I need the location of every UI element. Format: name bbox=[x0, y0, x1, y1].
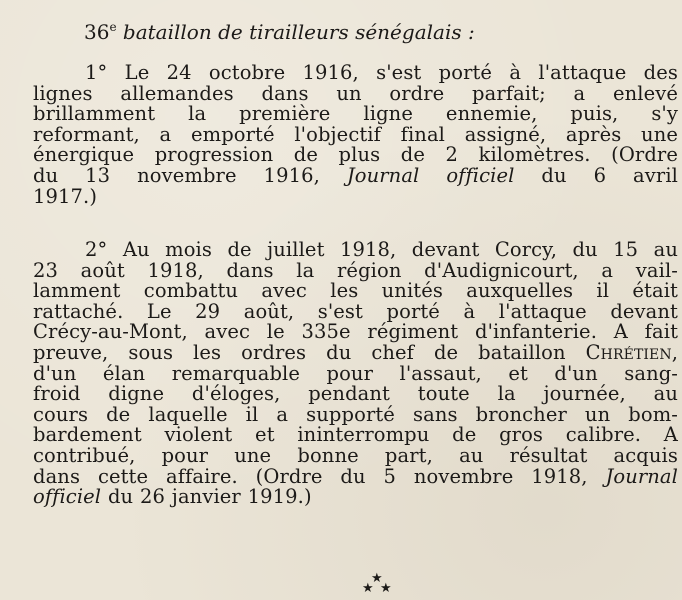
commander-name: Chrétien bbox=[585, 340, 672, 364]
paragraph-line: 1° Le 24 octobre 1916, s'est porté à l'attaque des bbox=[85, 61, 678, 84]
heading-text: bataillon de tirailleurs sénégalais : bbox=[116, 20, 475, 44]
heading-number: 36 bbox=[84, 20, 110, 44]
paragraph-line: reformant, a emporté l'objectif final assigné, après une bbox=[33, 122, 678, 146]
paragraph-line: froid digne d'éloges, pendant toute la journée, au bbox=[33, 382, 678, 406]
section-heading bbox=[84, 20, 475, 44]
text-run: du 13 novembre 1916, bbox=[33, 163, 347, 187]
paragraph-line bbox=[33, 163, 678, 187]
paragraph-line: 1917.) bbox=[33, 184, 98, 208]
paragraph-line: d'un élan remarquable pour l'assaut, et d'un sang- bbox=[33, 361, 678, 385]
paragraph-line: rattaché. Le 29 août, s'est porté à l'attaque devant bbox=[33, 299, 678, 323]
star-icon: ★ bbox=[380, 581, 392, 596]
paragraph-line: lignes allemandes dans un ordre parfait; a enlevé bbox=[33, 81, 678, 105]
journal-reference: officiel bbox=[33, 485, 102, 509]
text-run: dans cette affaire. (Ordre du 5 novembre 1918, bbox=[33, 464, 606, 488]
heading-number-suffix: e bbox=[109, 20, 117, 34]
paragraph-line: bardement violent et ininterrompu de gros calibre. A bbox=[33, 423, 678, 447]
paragraph-line bbox=[33, 340, 678, 364]
paragraph-line: contribué, pour une bonne part, au résultat acquis bbox=[33, 443, 678, 467]
paragraph-line bbox=[33, 487, 678, 508]
asterism-ornament bbox=[360, 572, 394, 596]
paragraph-line: lamment combattu avec les unités auxquelles il était bbox=[33, 279, 678, 303]
paragraph-line: cours de laquelle il a supporté sans broncher un bom- bbox=[33, 402, 678, 426]
paragraph-line: 23 août 1918, dans la région d'Audignicourt, a vail- bbox=[33, 258, 678, 282]
journal-reference: Journal officiel bbox=[346, 163, 515, 187]
paragraph-line: 2° Au mois de juillet 1918, devant Corcy, du 15 au bbox=[85, 238, 678, 261]
citation-paragraph-2 bbox=[33, 240, 678, 508]
journal-reference: Journal bbox=[605, 464, 678, 488]
paragraph-line bbox=[33, 464, 678, 488]
star-icon: ★ bbox=[362, 581, 374, 596]
text-run: , bbox=[671, 340, 678, 364]
text-run: preuve, sous les ordres du chef de bataillon bbox=[33, 340, 586, 364]
text-run: du 6 avril bbox=[514, 163, 678, 187]
paragraph-line: énergique progression de plus de 2 kilomètres. (Ordre bbox=[33, 143, 678, 167]
paragraph-line: Crécy-au-Mont, avec le 335e régiment d'infanterie. A fait bbox=[33, 320, 678, 344]
citation-paragraph-1 bbox=[33, 63, 678, 207]
text-run: du 26 janvier 1919.) bbox=[101, 485, 312, 509]
star-icon: ★ bbox=[371, 571, 383, 586]
paragraph-line: brillamment la première ligne ennemie, puis, s'y bbox=[33, 102, 678, 126]
